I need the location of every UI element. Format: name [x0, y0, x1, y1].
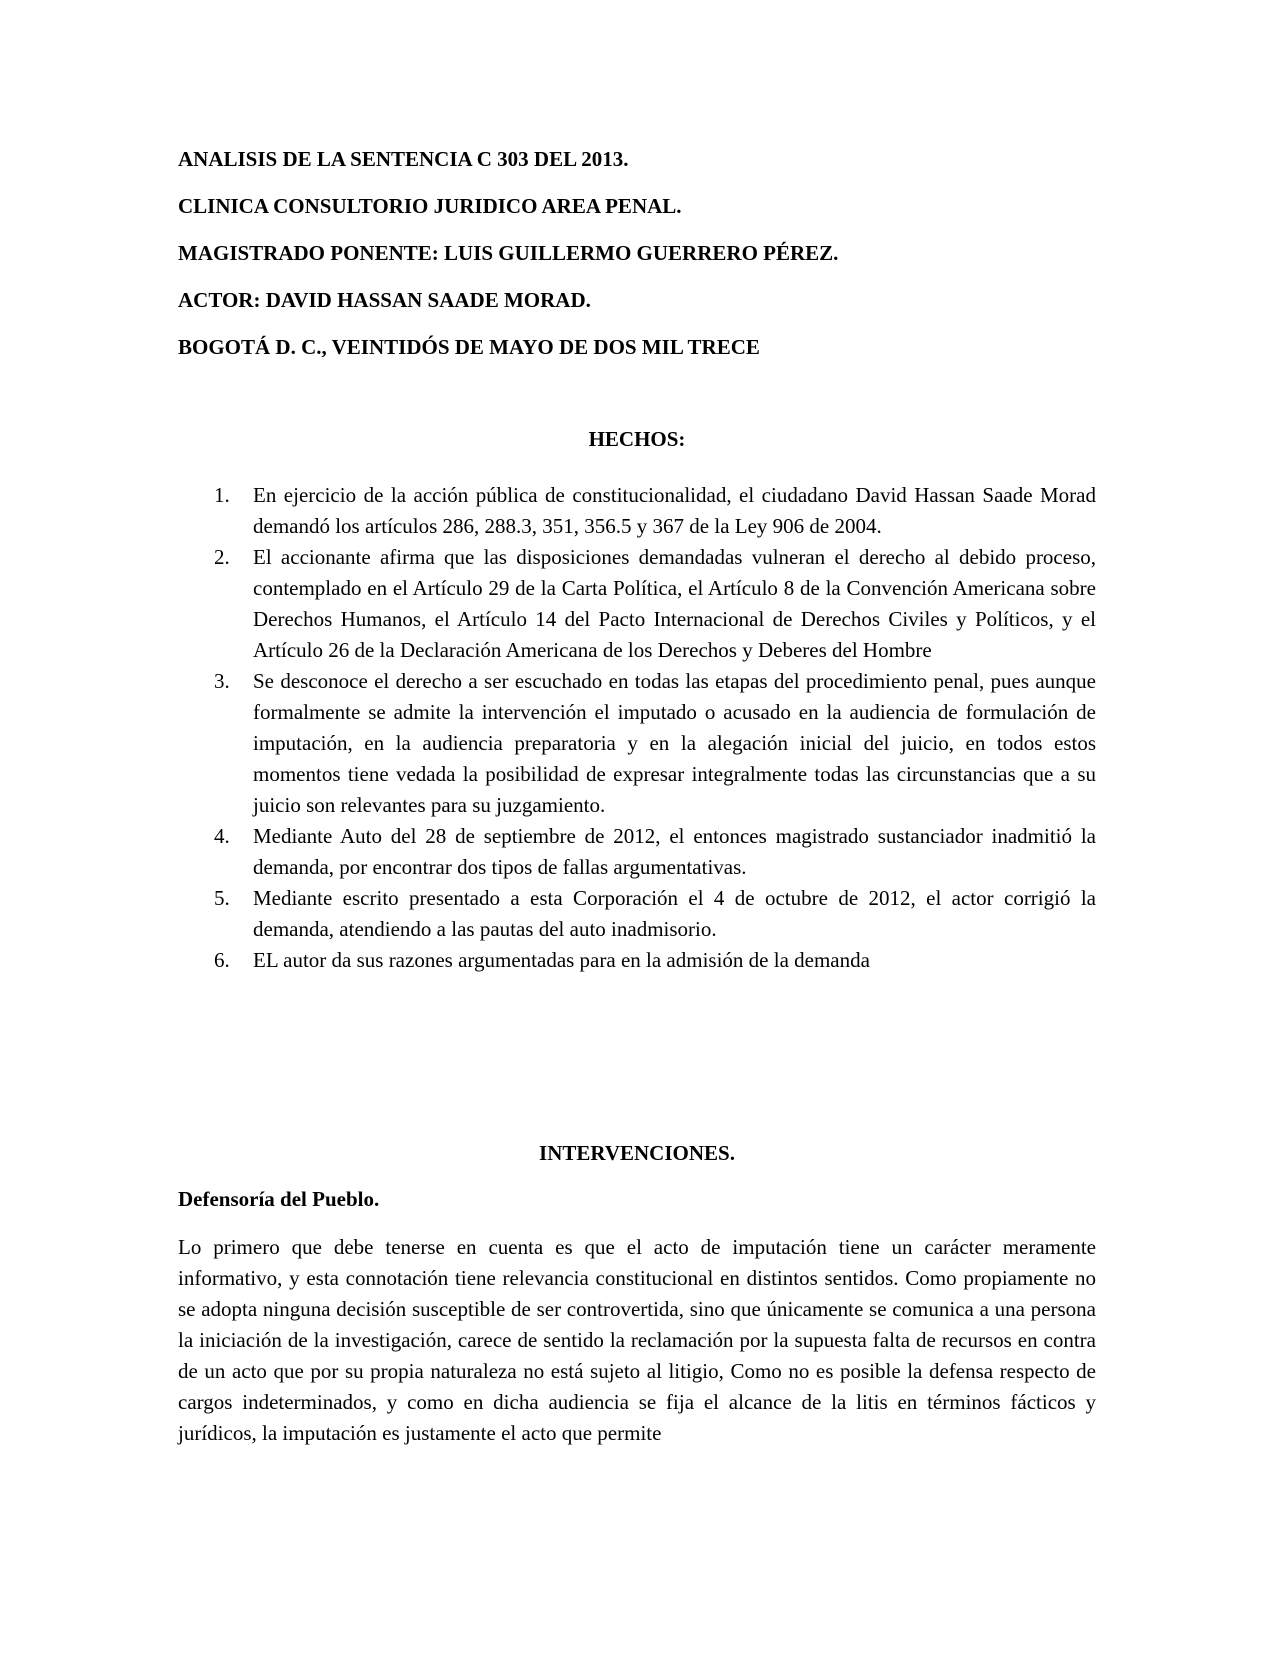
magistrate-line: MAGISTRADO PONENTE: LUIS GUILLERMO GUERRERO PÉREZ.: [178, 241, 839, 265]
list-item: [178, 945, 1096, 976]
hechos-list: [178, 480, 1096, 976]
list-item: [178, 883, 1096, 945]
list-item-text: En ejercicio de la acción pública de constitucionalidad, el ciudadano David Hassan Saade Morad demandó los artículos 286, 288.3, 351, 356.5 y 367 de la Ley 906 de 2004.: [253, 483, 1096, 538]
defensoria-paragraph: Lo primero que debe tenerse en cuenta es que el acto de imputación tiene un carácter meramente informativo, y esta connotación tiene relevancia constitucional en distintos sentidos. Como propiamente no se adopta ninguna decisión susceptible de ser controvertida, sino que únicamente se comunica a una persona la iniciación de la investigación, carece de sentido la reclamación por la supuesta falta de recursos en contra de un acto que por su propia naturaleza no está sujeto al litigio, Como no es posible la defensa respecto de cargos indeterminados, y como en dicha audiencia se fija el alcance de la litis en términos fácticos y jurídicos, la imputación es justamente el acto que permite: [178, 1235, 1096, 1445]
list-item-text: El accionante afirma que las disposiciones demandadas vulneran el derecho al debido proceso, contemplado en el Artículo 29 de la Carta Política, el Artículo 8 de la Convención Americana sobre Derechos Humanos, el Artículo 14 del Pacto Internacional de Derechos Civiles y Políticos, y el Artículo 26 de la Declaración Americana de los Derechos y Deberes del Hombre: [253, 545, 1096, 662]
list-number: 4.: [214, 824, 230, 848]
list-item: [178, 821, 1096, 883]
list-number: 1.: [214, 483, 230, 507]
list-number: 2.: [214, 545, 230, 569]
list-item-text: EL autor da sus razones argumentadas para en la admisión de la demanda: [253, 948, 870, 972]
hechos-heading: HECHOS:: [588, 427, 686, 451]
actor-line: ACTOR: DAVID HASSAN SAADE MORAD.: [178, 288, 591, 312]
list-number: 3.: [214, 669, 230, 693]
list-number: 6.: [214, 948, 230, 972]
list-item-text: Mediante escrito presentado a esta Corporación el 4 de octubre de 2012, el actor corrigió la demanda, atendiendo a las pautas del auto inadmisorio.: [253, 886, 1096, 941]
list-item: [178, 666, 1096, 821]
intervenciones-heading: INTERVENCIONES.: [539, 1141, 735, 1165]
list-number: 5.: [214, 886, 230, 910]
list-item-text: Se desconoce el derecho a ser escuchado en todas las etapas del procedimiento penal, pues aunque formalmente se admite la intervención el imputado o acusado en la audiencia de formulación de imputación, en la audiencia preparatoria y en la alegación inicial del juicio, en todos estos momentos tiene vedada la posibilidad de expresar integralmente todas las circunstancias que a su juicio son relevantes para su juzgamiento.: [253, 669, 1096, 817]
defensoria-heading: Defensoría del Pueblo.: [178, 1187, 380, 1211]
clinic-line: CLINICA CONSULTORIO JURIDICO AREA PENAL.: [178, 194, 682, 218]
date-line: BOGOTÁ D. C., VEINTIDÓS DE MAYO DE DOS MIL TRECE: [178, 335, 760, 359]
list-item: [178, 542, 1096, 666]
document-title: ANALISIS DE LA SENTENCIA C 303 DEL 2013.: [178, 147, 629, 171]
list-item-text: Mediante Auto del 28 de septiembre de 2012, el entonces magistrado sustanciador inadmitió la demanda, por encontrar dos tipos de fallas argumentativas.: [253, 824, 1096, 879]
list-item: [178, 480, 1096, 542]
